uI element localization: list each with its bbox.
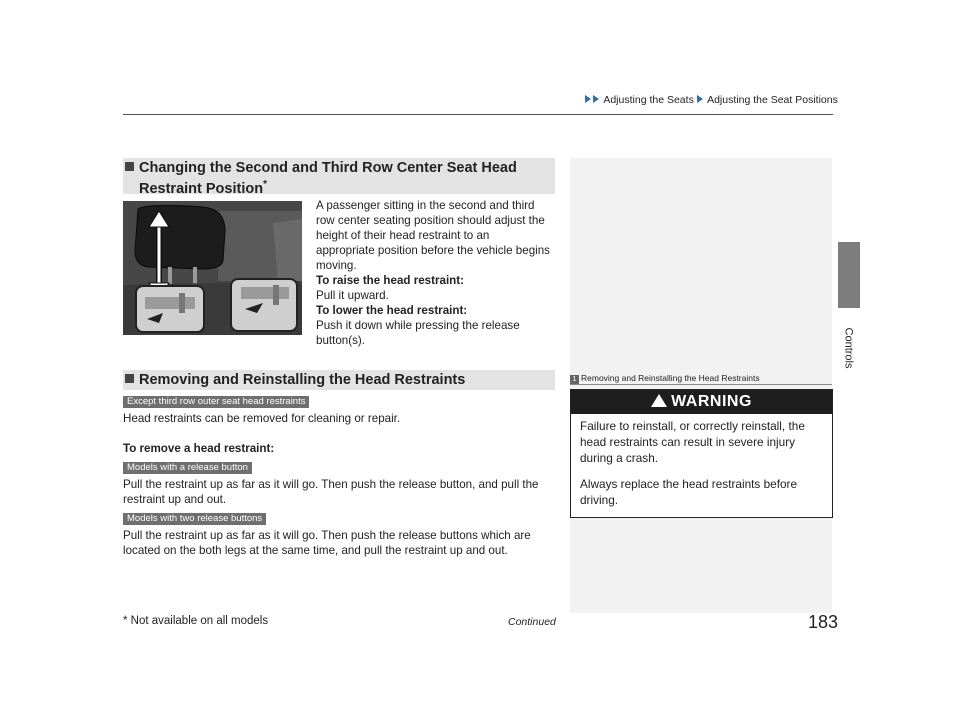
warning-text: Failure to reinstall, or correctly reinstall, the head restraints can result in severe injury during a crash. Always replace the head restraints before driving. <box>580 419 805 507</box>
warning-box <box>570 389 833 518</box>
section-title-line2: Restraint Position* <box>139 179 267 197</box>
section2-title: Removing and Reinstalling the Head Restraints <box>125 372 465 389</box>
chevron-right-icon <box>697 95 703 103</box>
footnote: * Not available on all models <box>123 615 269 627</box>
section-title: Changing the Second and Third Row Center Seat Head <box>125 160 517 177</box>
breadcrumb-item[interactable]: Adjusting the Seats <box>603 94 694 106</box>
header-divider <box>123 114 833 115</box>
footnote-mark[interactable]: * <box>263 179 267 190</box>
two-buttons-instructions: Pull the restraint up as far as it will go. Then push the release buttons which are located on the both legs at the same time, and pull the restraint up and out. <box>123 529 531 557</box>
warning-triangle-icon <box>651 394 667 407</box>
warning-header: WARNING <box>571 390 832 414</box>
breadcrumb <box>585 94 838 106</box>
square-bullet-icon <box>125 374 134 383</box>
page-number: 183 <box>808 612 839 632</box>
lower-text: Push it down while pressing the release <box>316 319 520 332</box>
model-tag-except-outer: Except third row outer seat head restraints <box>123 396 309 408</box>
continued-label: Continued <box>508 616 556 628</box>
section2-intro: Head restraints can be removed for cleaning or repair. <box>123 412 401 425</box>
note-divider <box>570 384 832 385</box>
breadcrumb-item[interactable]: Adjusting the Seat Positions <box>707 94 838 106</box>
section1-intro: A passenger sitting in the second and third row center seating position should adjust the height of their head restraint to an appropriate position before the vehicle begins moving. To raise the head restraint: Pull it upward. To lower the head restraint: Push it down while pressing the release button(s). <box>316 198 556 348</box>
square-bullet-icon <box>125 162 134 171</box>
note-heading: 1 Removing and Reinstalling the Head Restraints <box>570 373 760 384</box>
remove-heading: To remove a head restraint: <box>123 442 275 455</box>
head-restraint-drawing <box>123 201 302 335</box>
one-button-instructions: Pull the restraint up as far as it will go. Then push the release button, and pull the restraint up and out. <box>123 478 539 506</box>
model-tag-one-button: Models with a release button <box>123 462 252 474</box>
raise-text: Pull it upward. <box>316 289 389 302</box>
lower-heading: To lower the head restraint: <box>316 304 468 317</box>
chevron-right-icon <box>585 95 591 103</box>
note-number-badge: 1 <box>570 375 579 384</box>
chapter-tab[interactable] <box>838 242 860 308</box>
notes-panel <box>570 158 832 613</box>
model-tag-two-buttons: Models with two release buttons <box>123 513 266 525</box>
head-restraint-illustration <box>123 201 302 335</box>
chapter-label: Controls <box>842 327 855 369</box>
chevron-right-icon <box>593 95 599 103</box>
raise-heading: To raise the head restraint: <box>316 274 464 287</box>
